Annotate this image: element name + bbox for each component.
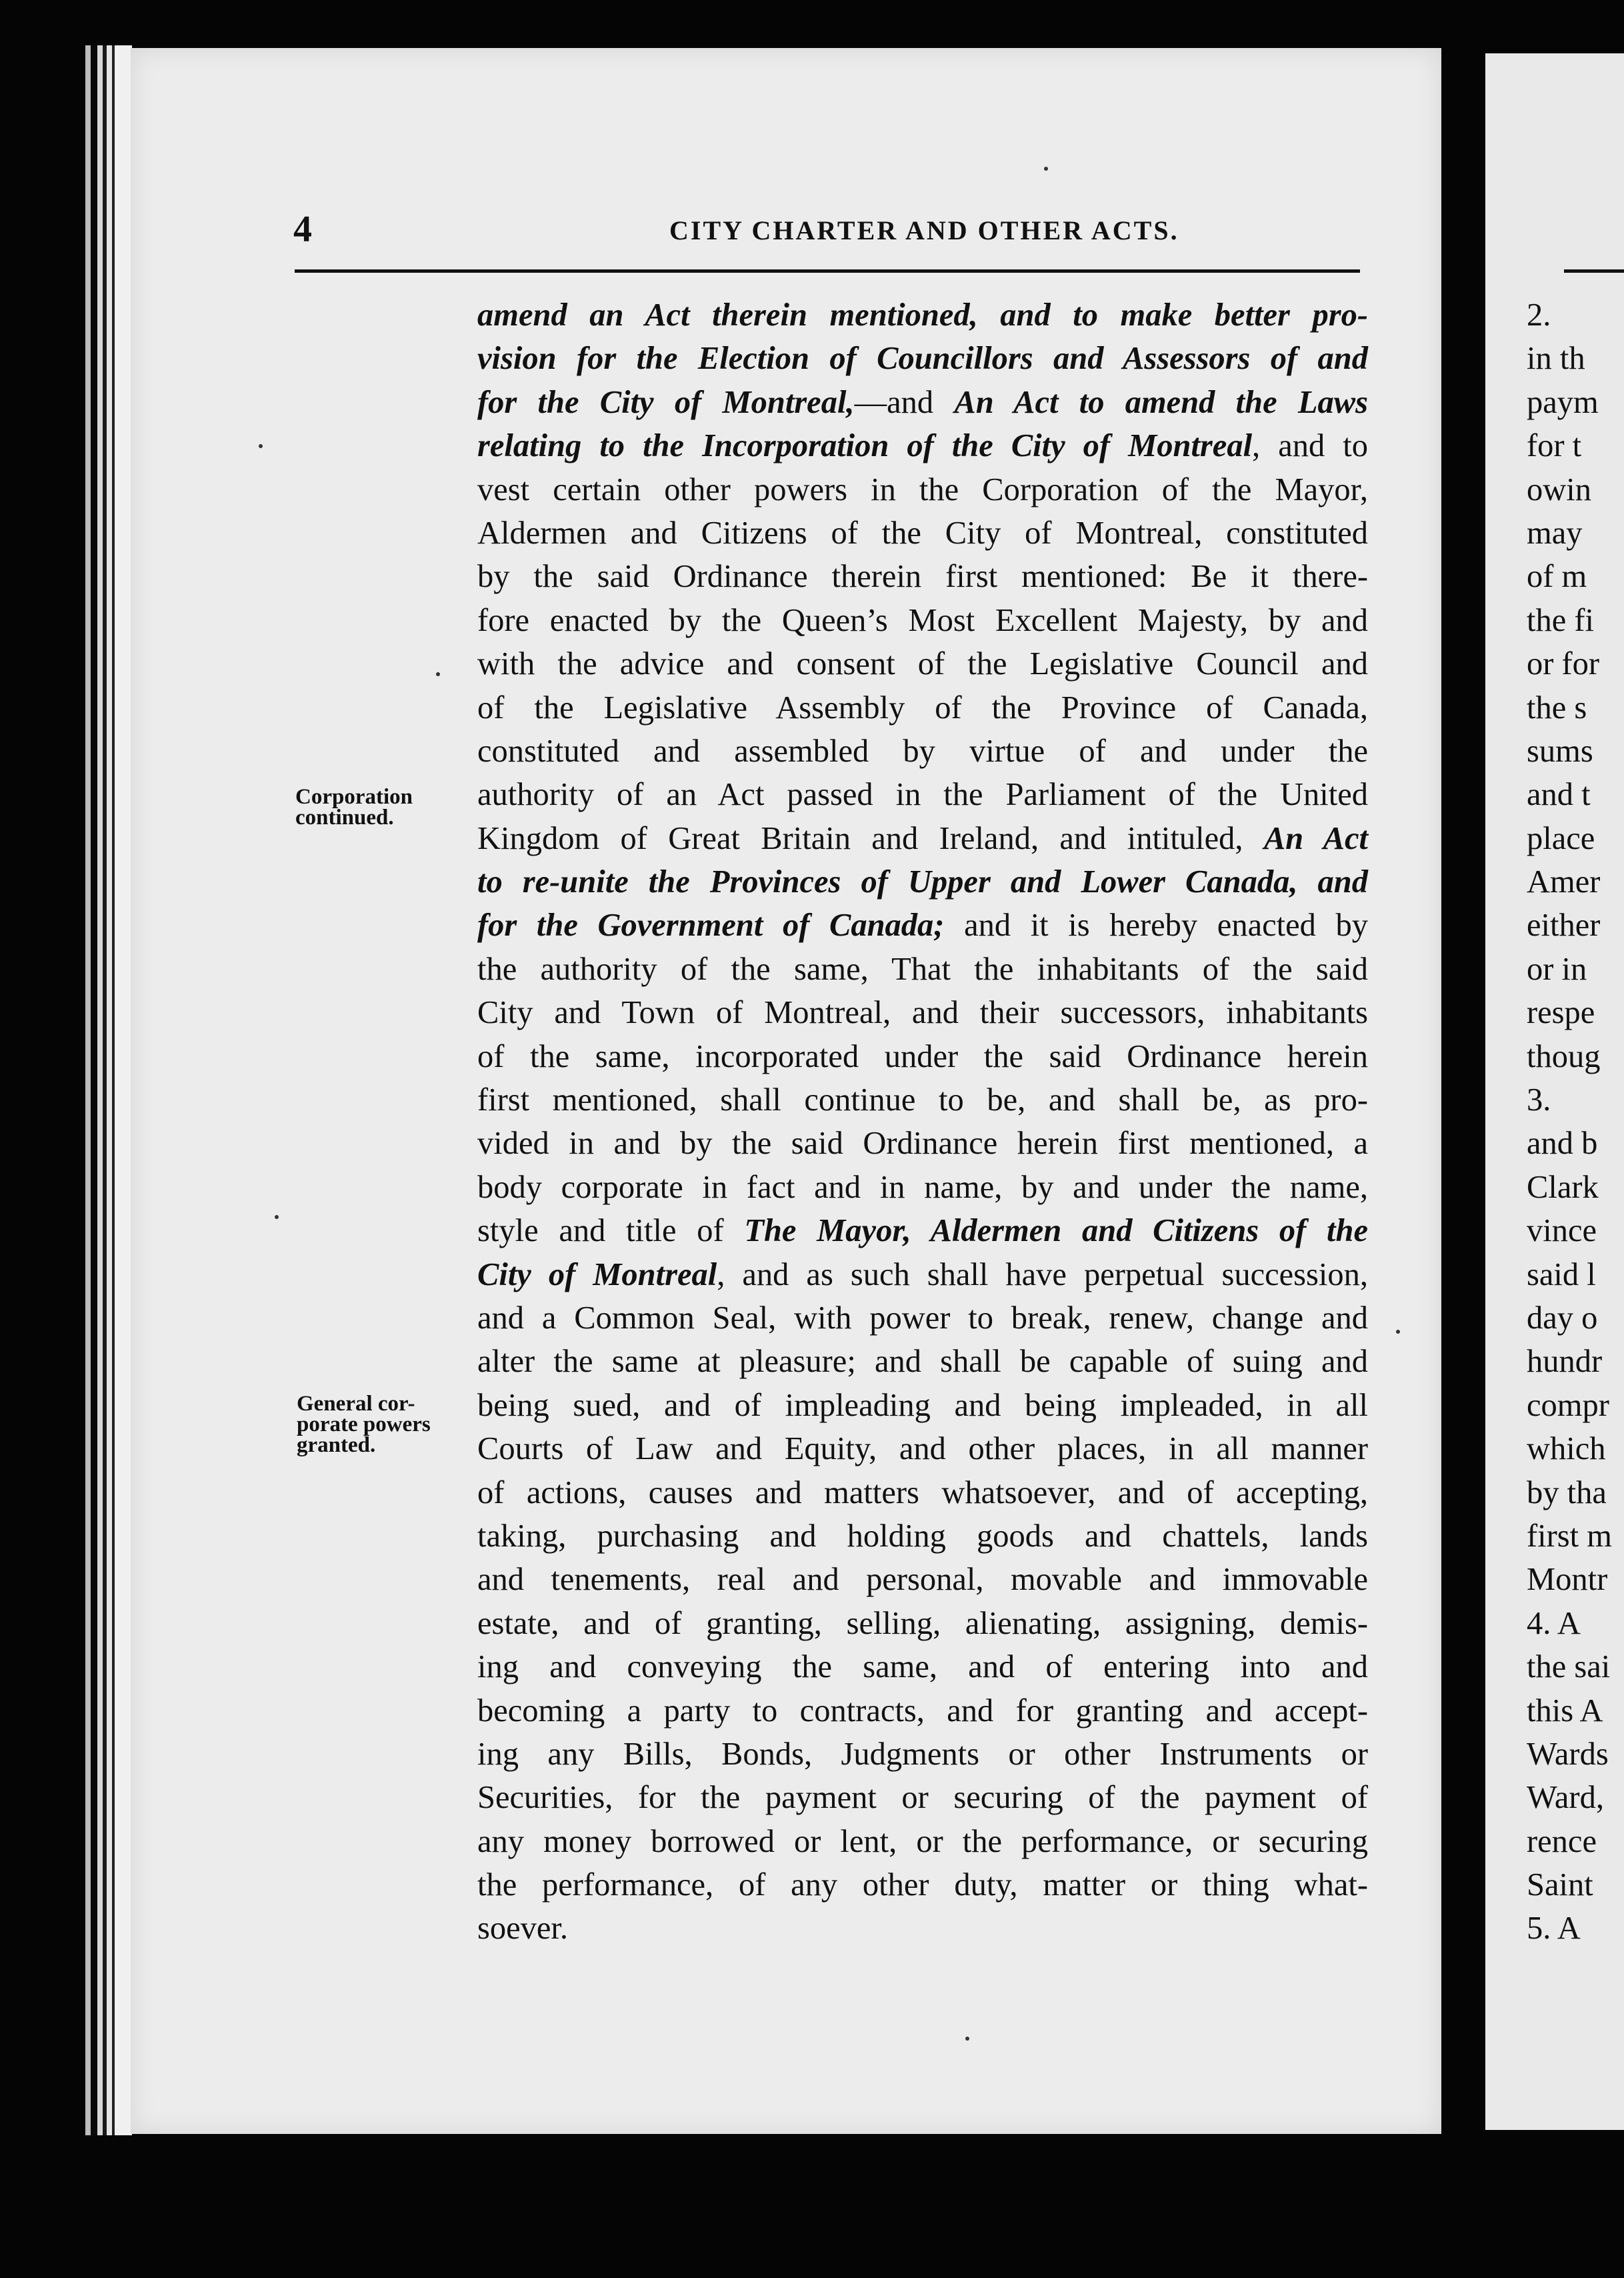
facing-page-line: either xyxy=(1527,908,1601,944)
text-segment: —and xyxy=(854,384,955,420)
text-segment: ing any Bills, Bonds, Judgments or other Instruments or xyxy=(477,1736,1368,1772)
book-binding-edge xyxy=(85,45,132,2135)
facing-page-line: Saint xyxy=(1527,1867,1593,1903)
marginal-note-corporation-continued xyxy=(295,787,413,828)
text-line xyxy=(477,817,1368,860)
text-line xyxy=(477,468,1368,511)
facing-page-rule xyxy=(1564,269,1624,273)
text-line xyxy=(477,1820,1368,1863)
text-line xyxy=(477,642,1368,686)
text-line xyxy=(477,773,1368,816)
facing-page-line: day o xyxy=(1527,1300,1598,1336)
text-segment: Kingdom of Great Britain and Ireland, and intituled, xyxy=(477,820,1264,856)
text-line xyxy=(477,1863,1368,1907)
print-speck xyxy=(436,672,440,676)
print-speck xyxy=(1396,1330,1400,1334)
text-segment: of actions, causes and matters whatsoever, and of accepting, xyxy=(477,1474,1368,1510)
facing-page-line: sums xyxy=(1527,733,1593,769)
marginal-note-line: granted. xyxy=(297,1433,376,1457)
facing-page-line: which xyxy=(1527,1431,1606,1467)
text-segment: with the advice and consent of the Legislative Council and xyxy=(477,646,1368,682)
text-line xyxy=(477,1907,1368,1950)
text-segment: alter the same at pleasure; and shall be capable of suing and xyxy=(477,1344,1368,1380)
marginal-note-line: continued. xyxy=(295,806,394,830)
text-segment: taking, purchasing and holding goods and chattels, lands xyxy=(477,1518,1368,1554)
marginal-note-line: Corporation xyxy=(295,785,413,809)
text-line xyxy=(477,1733,1368,1776)
text-line xyxy=(477,904,1368,947)
facing-page-line: Clark xyxy=(1527,1169,1599,1205)
italic-title-segment: relating to the Incorporation of the City of Montreal xyxy=(477,428,1253,464)
text-line xyxy=(477,381,1368,424)
facing-page-line: by tha xyxy=(1527,1474,1607,1510)
text-line xyxy=(477,1122,1368,1165)
facing-page-line: hundr xyxy=(1527,1344,1603,1380)
italic-title-segment: amend an Act therein mentioned, and to make better pro- xyxy=(477,297,1368,333)
facing-page-line: 3. xyxy=(1527,1082,1551,1118)
text-line xyxy=(477,1296,1368,1340)
text-segment: vest certain other powers in the Corporation of the Mayor, xyxy=(477,471,1368,507)
text-line xyxy=(477,1602,1368,1645)
text-line xyxy=(477,1384,1368,1427)
facing-page-line: rence xyxy=(1527,1823,1597,1859)
text-segment: City and Town of Montreal, and their successors, inhabitants xyxy=(477,995,1368,1031)
facing-page-line: said l xyxy=(1527,1256,1596,1292)
text-line xyxy=(477,337,1368,380)
text-line xyxy=(477,1514,1368,1558)
text-segment: and it is hereby enacted by xyxy=(944,908,1368,944)
text-line xyxy=(477,730,1368,773)
text-line xyxy=(477,599,1368,642)
italic-title-segment: vision for the Election of Councillors and Assessors of and xyxy=(477,341,1368,377)
facing-page-line: 4. A xyxy=(1527,1605,1581,1641)
text-segment: constituted and assembled by virtue of and under the xyxy=(477,733,1368,769)
text-line xyxy=(477,1427,1368,1470)
text-segment: Courts of Law and Equity, and other places, in all manner xyxy=(477,1431,1368,1467)
text-segment: authority of an Act passed in the Parliament of the United xyxy=(477,777,1368,813)
facing-page-line: this A xyxy=(1527,1692,1603,1729)
facing-page-line: vince xyxy=(1527,1213,1597,1249)
text-segment: estate, and of granting, selling, alienating, assigning, demis- xyxy=(477,1605,1368,1641)
marginal-note-line: porate powers xyxy=(297,1412,431,1436)
italic-title-segment: City of Montreal xyxy=(477,1256,717,1292)
facing-page-line: of m xyxy=(1527,559,1587,595)
text-line xyxy=(477,948,1368,991)
facing-page-line: and t xyxy=(1527,777,1591,813)
text-line xyxy=(477,1471,1368,1514)
text-segment: first mentioned, shall continue to be, and shall be, as pro- xyxy=(477,1082,1368,1118)
text-segment: and tenements, real and personal, movable and immovable xyxy=(477,1562,1368,1598)
header-rule xyxy=(295,269,1360,273)
facing-page-line: or for xyxy=(1527,646,1600,682)
text-line xyxy=(477,424,1368,467)
text-line xyxy=(477,1776,1368,1819)
italic-title-segment: for the Government of Canada; xyxy=(477,908,945,944)
text-segment: style and title of xyxy=(477,1213,745,1249)
text-segment: being sued, and of impleading and being impleaded, in all xyxy=(477,1387,1368,1423)
text-segment: vided in and by the said Ordinance herein first mentioned, a xyxy=(477,1126,1368,1162)
print-speck xyxy=(1044,167,1048,171)
text-segment: the authority of the same, That the inhabitants of the said xyxy=(477,951,1368,987)
print-speck xyxy=(965,2037,969,2041)
facing-page-line: and b xyxy=(1527,1126,1598,1162)
italic-title-segment: An Act to amend the Laws xyxy=(954,384,1368,420)
italic-title-segment: to re-unite the Provinces of Upper and Lower Canada, and xyxy=(477,864,1368,900)
text-line xyxy=(477,1558,1368,1601)
text-segment: Aldermen and Citizens of the City of Montreal, constituted xyxy=(477,515,1368,551)
text-line xyxy=(477,555,1368,598)
text-segment: Securities, for the payment or securing of the payment of xyxy=(477,1780,1368,1816)
facing-page-line: paym xyxy=(1527,384,1599,420)
text-line xyxy=(477,1209,1368,1252)
body-text xyxy=(477,293,1368,1951)
text-line xyxy=(477,1035,1368,1078)
facing-page-line: or in xyxy=(1527,951,1587,987)
text-line xyxy=(477,860,1368,904)
facing-page-line: the s xyxy=(1527,690,1587,726)
text-segment: , and to xyxy=(1252,428,1368,464)
text-line xyxy=(477,1645,1368,1688)
facing-page-line: owin xyxy=(1527,471,1591,507)
text-line xyxy=(477,1340,1368,1383)
text-line xyxy=(477,1689,1368,1733)
text-segment: the performance, of any other duty, matter or thing what- xyxy=(477,1867,1368,1903)
text-segment: fore enacted by the Queen’s Most Excellent Majesty, by and xyxy=(477,602,1368,638)
text-segment: and a Common Seal, with power to break, renew, change and xyxy=(477,1300,1368,1336)
text-line xyxy=(477,991,1368,1034)
text-segment: body corporate in fact and in name, by and under the name, xyxy=(477,1169,1368,1205)
facing-page-line: 2. xyxy=(1527,297,1551,333)
facing-page-line: 5. A xyxy=(1527,1911,1581,1947)
facing-page-line: in th xyxy=(1527,341,1585,377)
italic-title-segment: The Mayor, Aldermen and Citizens of the xyxy=(744,1213,1368,1249)
page-number: 4 xyxy=(293,209,312,250)
text-segment: becoming a party to contracts, and for granting and accept- xyxy=(477,1692,1368,1729)
facing-page-line: compr xyxy=(1527,1387,1609,1423)
text-segment: ing and conveying the same, and of entering into and xyxy=(477,1649,1368,1685)
facing-page-line: the fi xyxy=(1527,602,1595,638)
print-speck xyxy=(259,444,263,448)
facing-page-line: Ward, xyxy=(1527,1780,1604,1816)
text-segment: , and as such shall have perpetual succession, xyxy=(717,1256,1368,1292)
facing-page-text xyxy=(1527,293,1612,1951)
marginal-note-line: General cor- xyxy=(297,1392,415,1416)
facing-page-line: Montr xyxy=(1527,1562,1608,1598)
facing-page-line: thoug xyxy=(1527,1038,1601,1074)
facing-page-line: for t xyxy=(1527,428,1582,464)
print-speck xyxy=(275,1215,279,1219)
facing-page-line: first m xyxy=(1527,1518,1612,1554)
text-segment: by the said Ordinance therein first mentioned: Be it there- xyxy=(477,559,1368,595)
italic-title-segment: for the City of Montreal, xyxy=(477,384,855,420)
facing-page-line: respe xyxy=(1527,995,1595,1031)
marginal-note-general-powers xyxy=(297,1394,431,1456)
facing-page-line: Wards xyxy=(1527,1736,1609,1772)
facing-page-line: the sai xyxy=(1527,1649,1611,1685)
text-segment: of the same, incorporated under the said Ordinance herein xyxy=(477,1038,1368,1074)
text-line xyxy=(477,686,1368,730)
facing-page-line: may xyxy=(1527,515,1583,551)
text-segment: of the Legislative Assembly of the Province of Canada, xyxy=(477,690,1368,726)
facing-page-line: place xyxy=(1527,820,1595,856)
text-line xyxy=(477,1253,1368,1296)
text-line xyxy=(477,1078,1368,1122)
facing-page-line: Amer xyxy=(1527,864,1601,900)
italic-title-segment: An Act xyxy=(1263,820,1368,856)
text-line xyxy=(477,1166,1368,1209)
text-segment: soever. xyxy=(477,1911,569,1947)
running-title: CITY CHARTER AND OTHER ACTS. xyxy=(669,215,1179,245)
text-line xyxy=(477,293,1368,337)
text-segment: any money borrowed or lent, or the performance, or securing xyxy=(477,1823,1368,1859)
text-line xyxy=(477,511,1368,555)
